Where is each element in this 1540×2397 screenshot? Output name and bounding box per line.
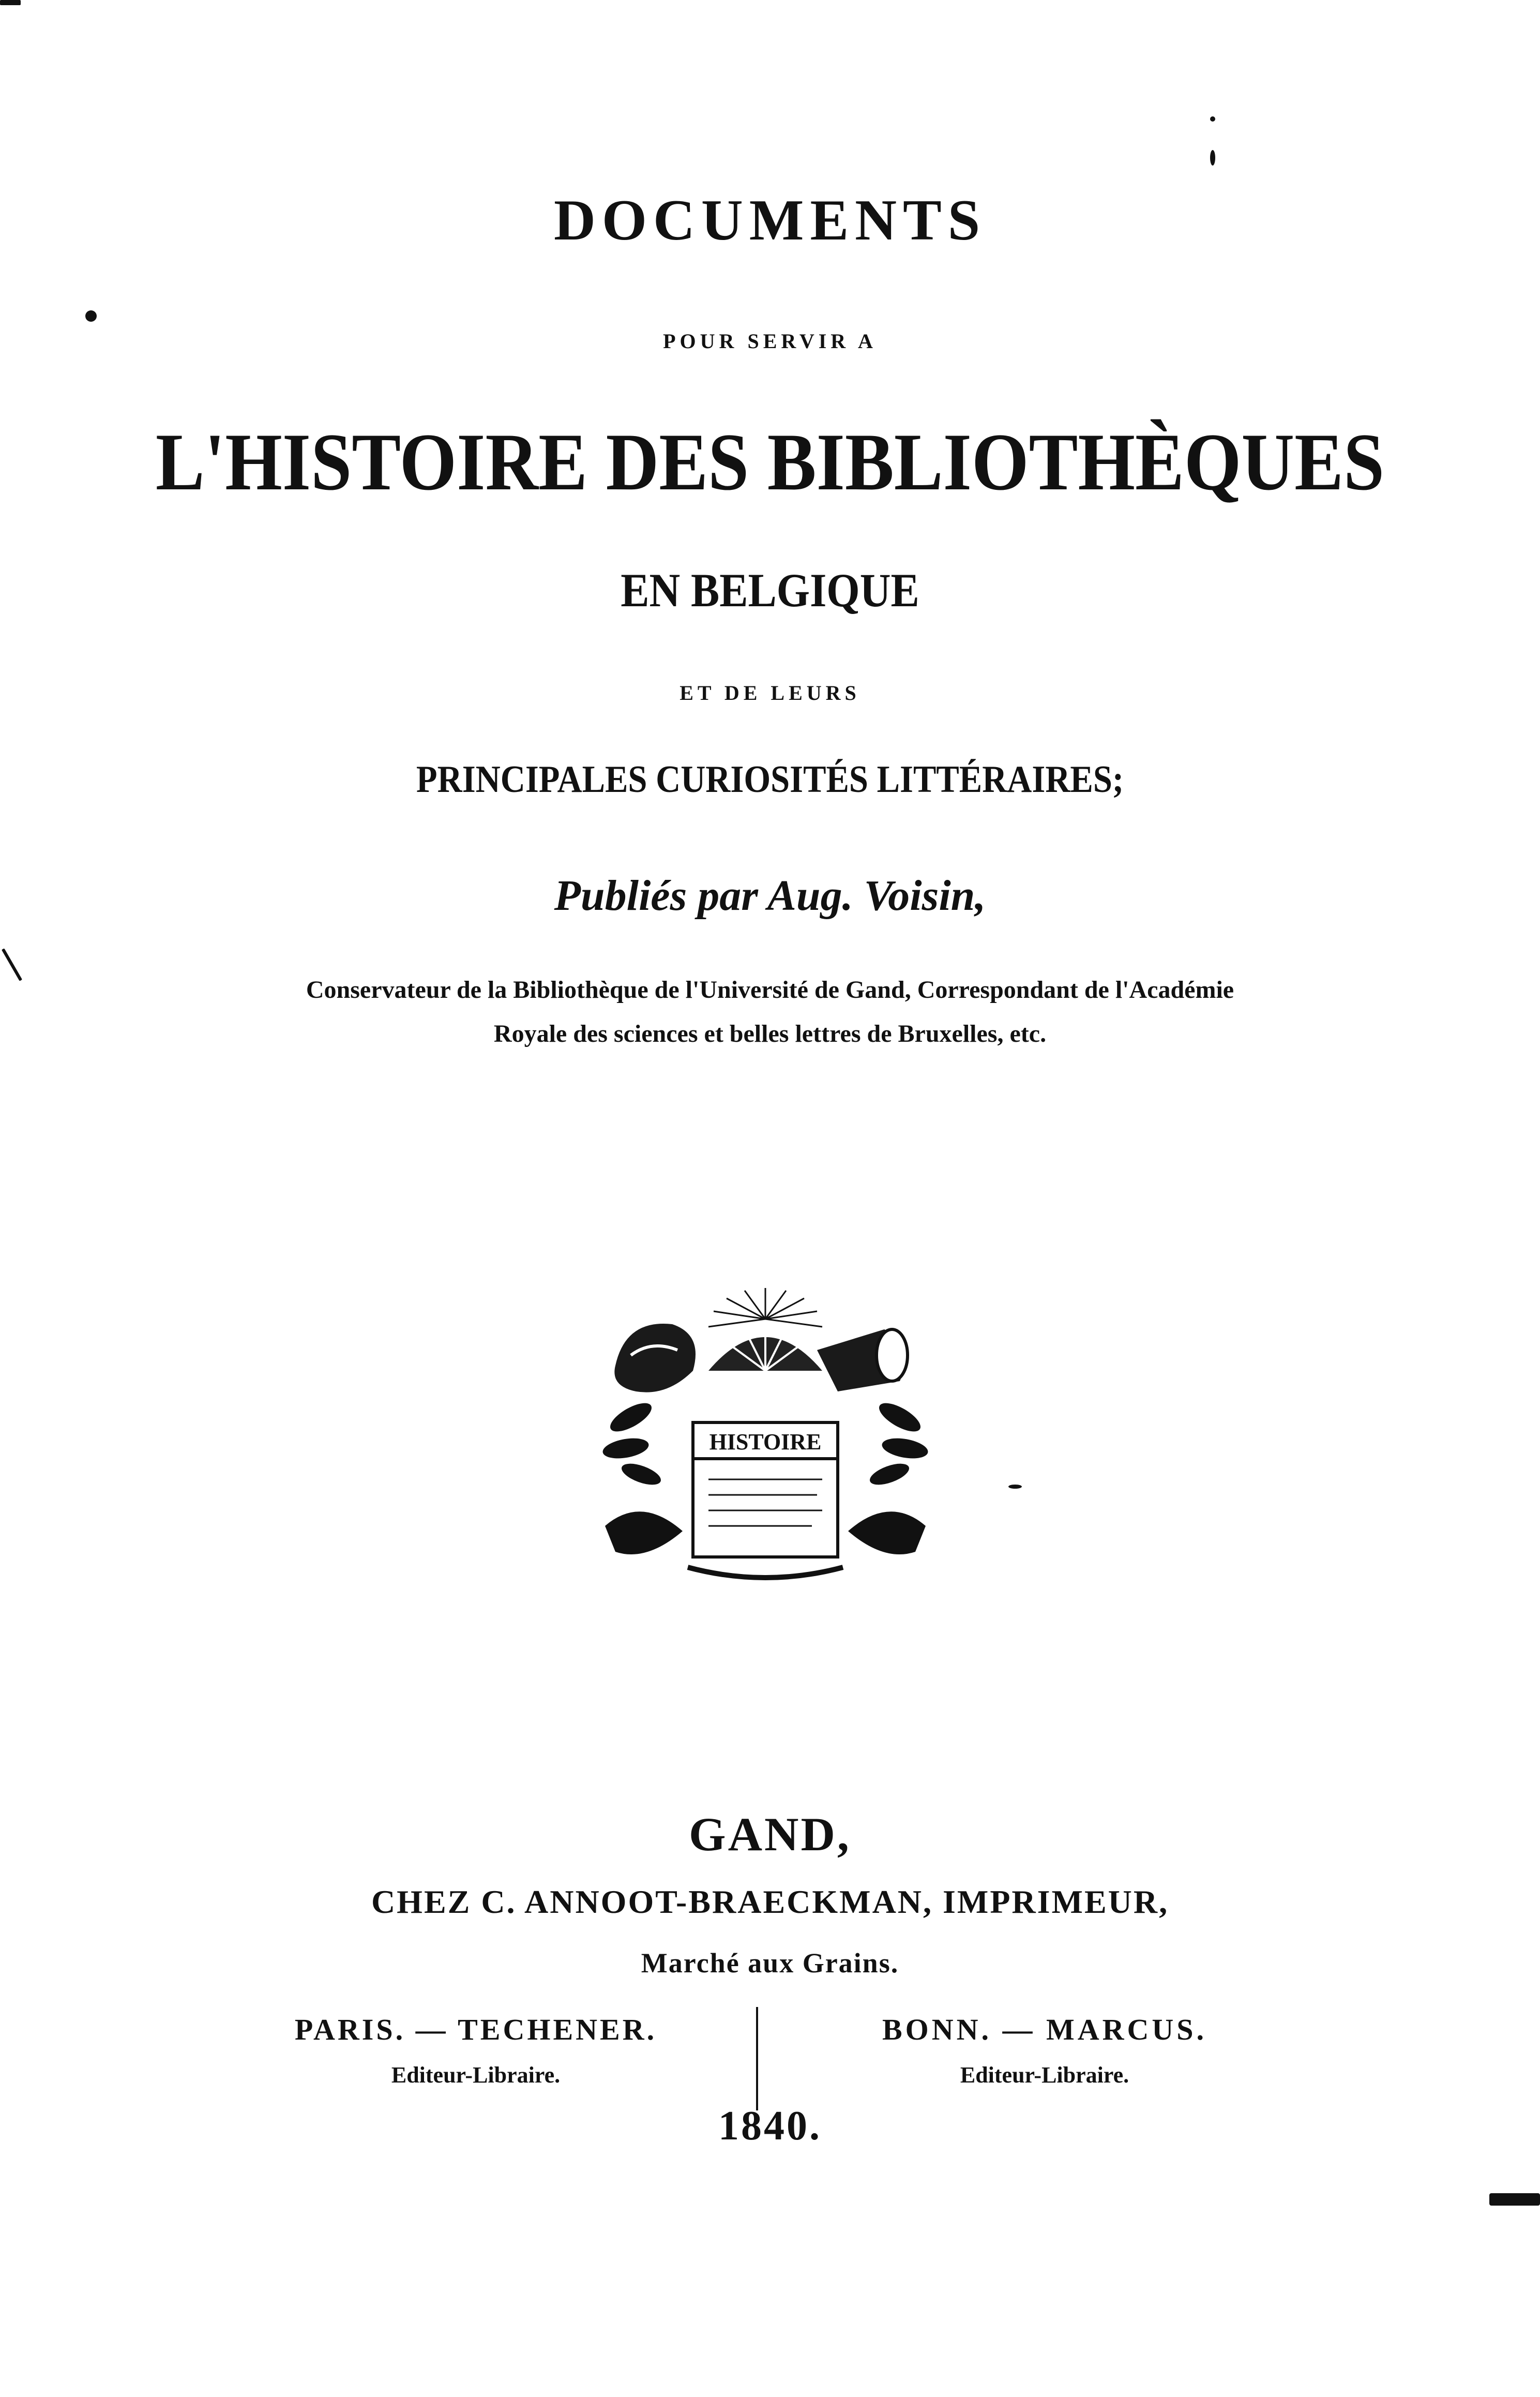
scan-speck <box>1210 116 1215 122</box>
vignette-label: HISTOIRE <box>709 1429 822 1455</box>
city-line: GAND, <box>689 1808 851 1861</box>
subtitle: PRINCIPALES CURIOSITÉS LITTÉRAIRES; <box>416 758 1124 801</box>
left-ribbon-icon <box>605 1511 683 1554</box>
helmet-icon <box>614 1324 696 1392</box>
scan-speck <box>1008 1485 1022 1489</box>
author-line: Publiés par Aug. Voisin, <box>554 872 986 920</box>
paris-publisher: PARIS. — TECHENER. <box>294 2013 657 2046</box>
right-ribbon-icon <box>848 1511 926 1554</box>
main-title: L'HISTOIRE DES BIBLIOTHÈQUES <box>155 417 1385 507</box>
scan-speck <box>2 948 22 981</box>
publication-year: 1840. <box>718 2103 822 2149</box>
et-de-leurs-line: ET DE LEURS <box>680 681 860 705</box>
scan-speck <box>1210 150 1215 166</box>
scan-speck <box>85 310 97 322</box>
histoire-vignette-image <box>595 1288 936 1588</box>
author-title-line-2: Royale des sciences et belles lettres de Bruxelles, etc. <box>493 1020 1047 1047</box>
paris-publisher-role: Editeur-Libraire. <box>391 2062 561 2088</box>
location-line: EN BELGIQUE <box>621 564 919 617</box>
bonn-publisher-role: Editeur-Libraire. <box>960 2062 1129 2088</box>
column-divider <box>756 2007 758 2110</box>
sun-rays-icon <box>708 1288 822 1327</box>
printer-line: CHEZ C. ANNOOT-BRAECKMAN, IMPRIMEUR, <box>371 1883 1169 1920</box>
scan-speck <box>0 0 21 5</box>
pour-servir-line: POUR SERVIR A <box>663 329 877 353</box>
author-title-line-1: Conservateur de la Bibliothèque de l'Université de Gand, Correspondant de l'Académie <box>306 976 1234 1003</box>
scan-speck <box>1489 2193 1540 2206</box>
heading-documents: DOCUMENTS <box>553 188 987 252</box>
bonn-publisher: BONN. — MARCUS. <box>882 2013 1207 2046</box>
address-line: Marché aux Grains. <box>641 1947 899 1979</box>
